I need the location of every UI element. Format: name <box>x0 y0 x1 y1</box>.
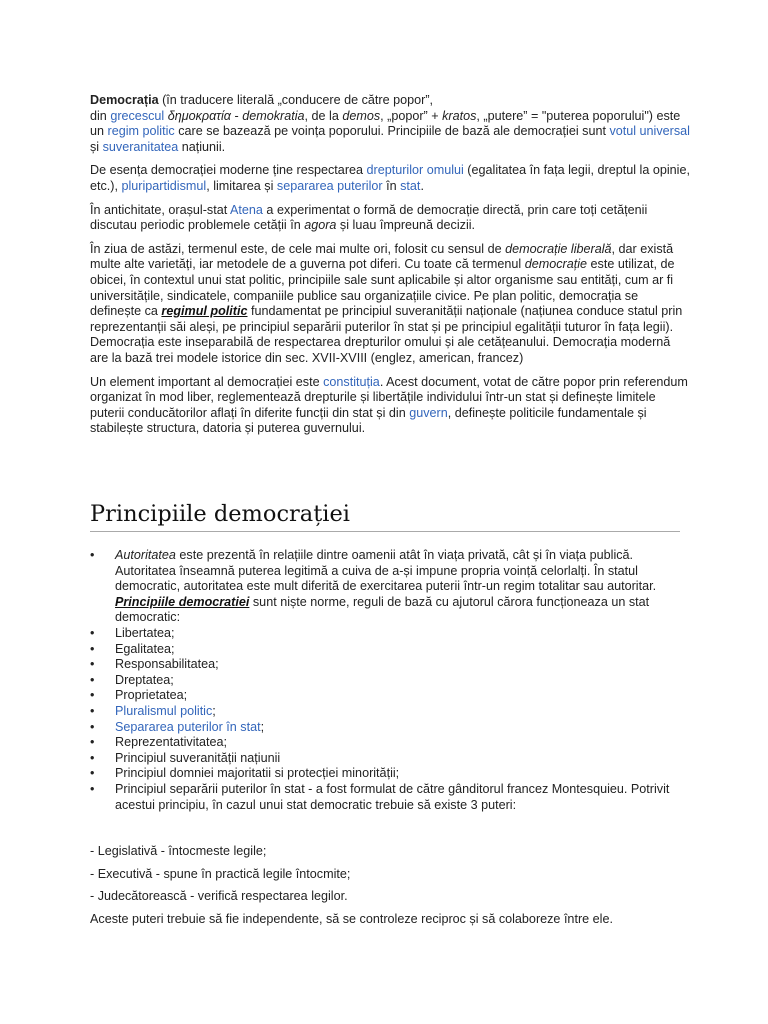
list-item: • Dreptatea; <box>90 673 680 689</box>
link-suveranitatea[interactable]: suveranitatea <box>102 139 179 154</box>
list-item: • Proprietatea; <box>90 688 680 704</box>
list-item: • Principiul suveranității națiunii <box>90 751 680 767</box>
power-legislativa: - Legislativă - întocmeste legile; <box>90 844 267 858</box>
link-atena[interactable]: Atena <box>230 202 263 217</box>
title-word: Democrația <box>90 93 159 107</box>
link-regim-politic[interactable]: regim politic <box>107 124 175 139</box>
link-drepturilor-omului[interactable]: drepturilor omului <box>366 163 464 178</box>
link-separarea-puterilor-in-stat[interactable]: Separarea puterilor în stat <box>115 719 261 734</box>
closing-paragraph: Aceste puteri trebuie să fie independente, să se controleze reciproc și să colaboreze între ele. <box>90 911 613 926</box>
link-votul-universal[interactable]: votul universal <box>609 124 690 139</box>
list-item: • Egalitatea; <box>90 642 680 658</box>
link-principiile-democratiei[interactable]: Principiile democratiei <box>115 594 250 609</box>
link-grecescul[interactable]: grecescul <box>110 108 165 123</box>
link-constitutia[interactable]: constituția <box>323 374 380 389</box>
list-item-pluralismul: • Pluralismul politic; <box>90 704 680 720</box>
powers-section <box>90 844 690 934</box>
list-item: • Principiul domniei majoritatii si protecției minorității; <box>90 766 680 782</box>
list-item: • Libertatea; <box>90 626 680 642</box>
link-guvern[interactable]: guvern <box>409 405 448 420</box>
modern-paragraph: În ziua de astăzi, termenul este, de cele mai multe ori, folosit cu sensul de democrație liberală, dar există multe alte varietăți, iar metodele de a guverna pot diferi. Cu toate că termenul democrație este utilizat, de obicei, în contextul unui stat politic, principiile sale sunt aplicabile și altor organisme sau entități, cum ar fi universitățile, sindicatele, companiile publice sau organizațiile civice. Pe plan politic, democrația se definește ca regimul politic fundamentat pe principiul suveranității naționale (națiunea conduce statul prin reprezentanții săi aleși, pe principiul separării puterilor în stat și pe principiul egalității tuturor în fața legii). Democrația este inseparabilă de respectarea drepturilor omului și ale cetățeanului. Democrația modernă are la bază trei modele istorice din sec. XVII-XVIII (englez, american, francez) <box>90 241 683 365</box>
antiquity-paragraph: În antichitate, orașul-stat Atena a experimentat o formă de democrație directă, prin care toți cetățenii discutau periodic problemele cetății în agora și luau împreună decizii. <box>90 202 648 233</box>
intro-paragraph: Democrația (în traducere literală „conducere de către popor”, din grecescul δημοκρατία - demokratia, de la demos, „popor” + kratos, „putere” = "puterea poporului") este un regim politic care se bazează pe voința poporului. Principiile de bază ale democrației sunt votul universal și suveranitatea națiunii. <box>90 93 690 154</box>
link-separarea-puterilor[interactable]: separarea puterilor <box>276 178 383 193</box>
list-item-separarea: • Separarea puterilor în stat; <box>90 720 680 736</box>
list-item: • Reprezentativitatea; <box>90 735 680 751</box>
article-body <box>90 93 690 445</box>
principles-list <box>90 548 680 813</box>
list-item: • Principiul separării puterilor în stat - a fost formulat de către gânditorul francez Montesquieu. Potrivit acestui principiu, în cazul unui stat democratic trebuie să existe 3 puteri: <box>90 782 680 813</box>
power-judecatoreasca: - Judecătorească - verifică respectarea legilor. <box>90 889 348 904</box>
link-pluralismul-politic[interactable]: Pluralismul politic <box>115 703 213 718</box>
power-executiva: - Executivă - spune în practică legile întocmite; <box>90 866 351 881</box>
link-regimul-politic[interactable]: regimul politic <box>161 304 248 319</box>
link-stat[interactable]: stat <box>400 178 421 193</box>
link-pluripartidismul[interactable]: pluripartidismul <box>121 178 207 193</box>
constitution-paragraph: Un element important al democrației este constituția. Acest document, votat de către popor prin referendum organizat în mod liber, reglementează drepturile și libertățile individului într-un stat și definește limitele puterii conducătorilor aflați în diferite funcții din stat și din guvern, definește politicile fundamentale și stabilește structura, datoria și puterea guvernului. <box>90 374 688 436</box>
list-item: • Responsabilitatea; <box>90 657 680 673</box>
list-item-autoritatea: • Autoritatea este prezentă în relațiile dintre oamenii atât în viața privată, cât și în viața publică. Autoritatea înseamnă puterea legitimă a cuiva de a-și impune propria voință celorlalți. În statul democratic, autoritatea este mult diferită de exercitarea puterii într-un regim totalitar sau autoritar. Principiile democratiei sunt niște norme, reguli de bază cu ajutorul cărora funcționeaza un stat democratic: <box>90 548 680 626</box>
rights-paragraph: De esența democrației moderne ține respectarea drepturilor omului (egalitatea în fața legii, dreptul la opinie, etc.), pluripartidismul, limitarea și separarea puterilor în stat. <box>90 163 690 193</box>
section-heading: Principiile democrației <box>90 499 680 532</box>
